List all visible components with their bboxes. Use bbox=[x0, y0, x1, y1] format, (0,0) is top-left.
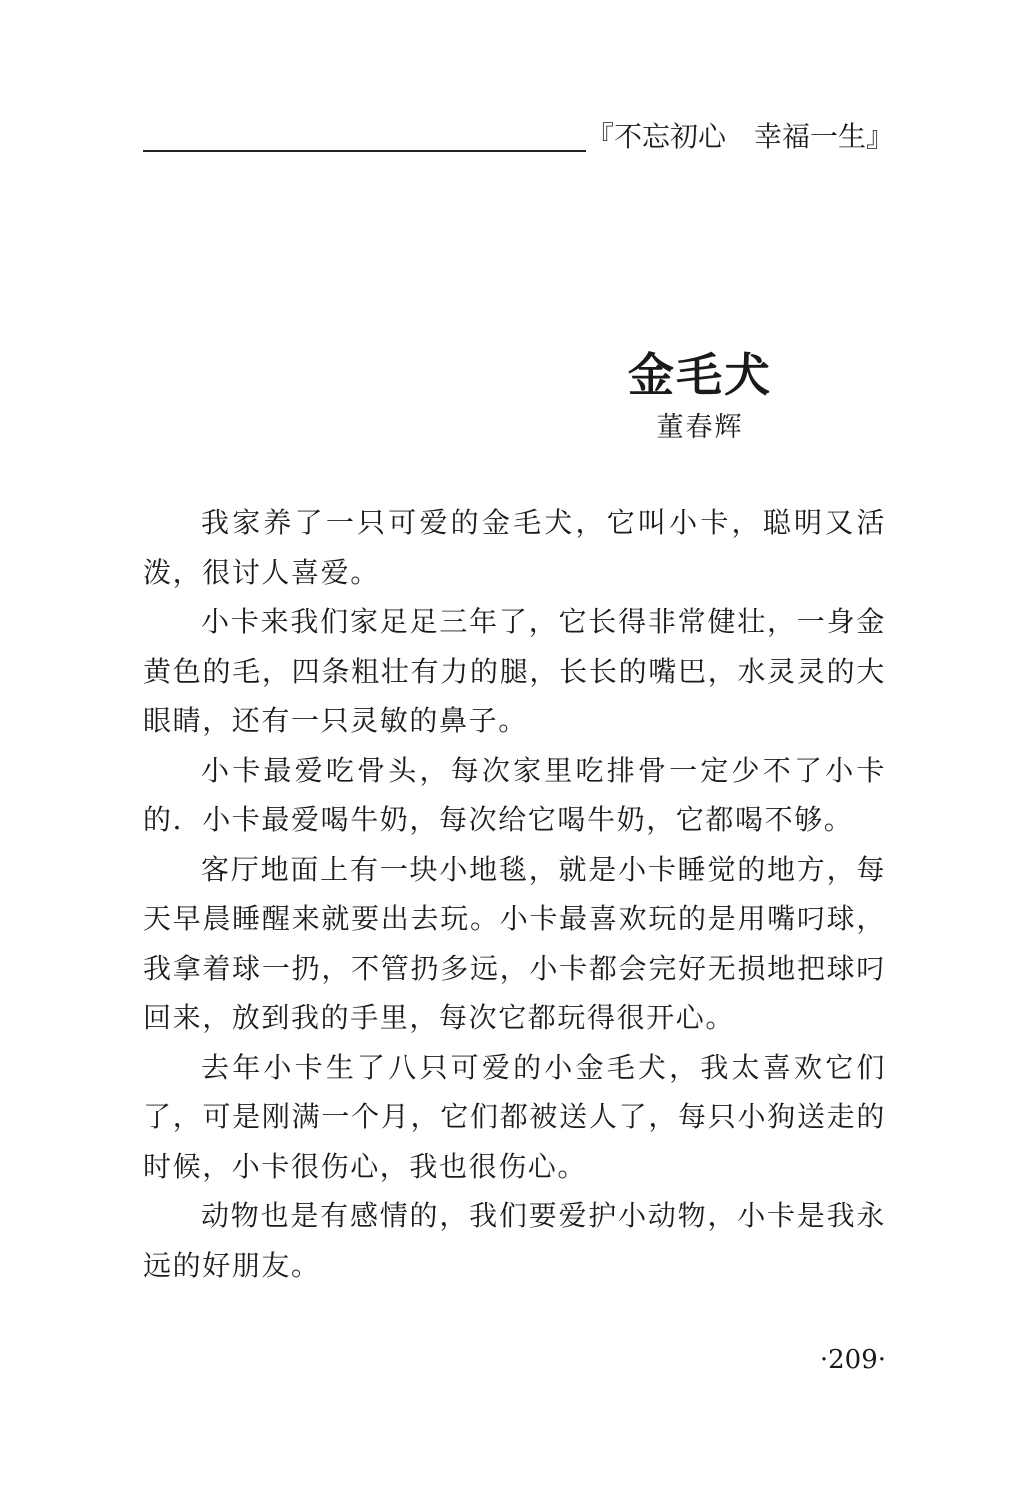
paragraph-1: 我家养了一只可爱的金毛犬，它叫小卡，聪明又活泼，很讨人喜爱。 bbox=[143, 506, 886, 589]
paragraph-6: 动物也是有感情的，我们要爱护小动物，小卡是我永远的好朋友。 bbox=[143, 1199, 886, 1282]
paragraph-5: 去年小卡生了八只可爱的小金毛犬，我太喜欢它们了，可是刚满一个月，它们都被送人了，每只小狗送走的时候，小卡很伤心，我也很伤心。 bbox=[143, 1050, 886, 1183]
page-number: ·209· bbox=[819, 1345, 886, 1375]
header-rule bbox=[143, 150, 586, 152]
article-body bbox=[143, 498, 886, 1290]
running-header-title: 『不忘初心 幸福一生』 bbox=[586, 120, 895, 153]
article-author: 董春辉 bbox=[656, 412, 744, 443]
paragraph-3: 小卡最爱吃骨头，每次家里吃排骨一定少不了小卡的．小卡最爱喝牛奶，每次给它喝牛奶，它都喝不够。 bbox=[143, 753, 886, 836]
paragraph-2: 小卡来我们家足足三年了，它长得非常健壮，一身金黄色的毛，四条粗壮有力的腿，长长的嘴巴，水灵灵的大眼睛，还有一只灵敏的鼻子。 bbox=[143, 605, 886, 737]
article-title: 金毛犬 bbox=[628, 348, 772, 402]
paragraph-4: 客厅地面上有一块小地毯，就是小卡睡觉的地方，每天早晨睡醒来就要出去玩。小卡最喜欢玩的是用嘴叼球，我拿着球一扔，不管扔多远，小卡都会完好无损地把球叼回来，放到我的手里，每次它都玩得很开心。 bbox=[143, 852, 886, 1034]
